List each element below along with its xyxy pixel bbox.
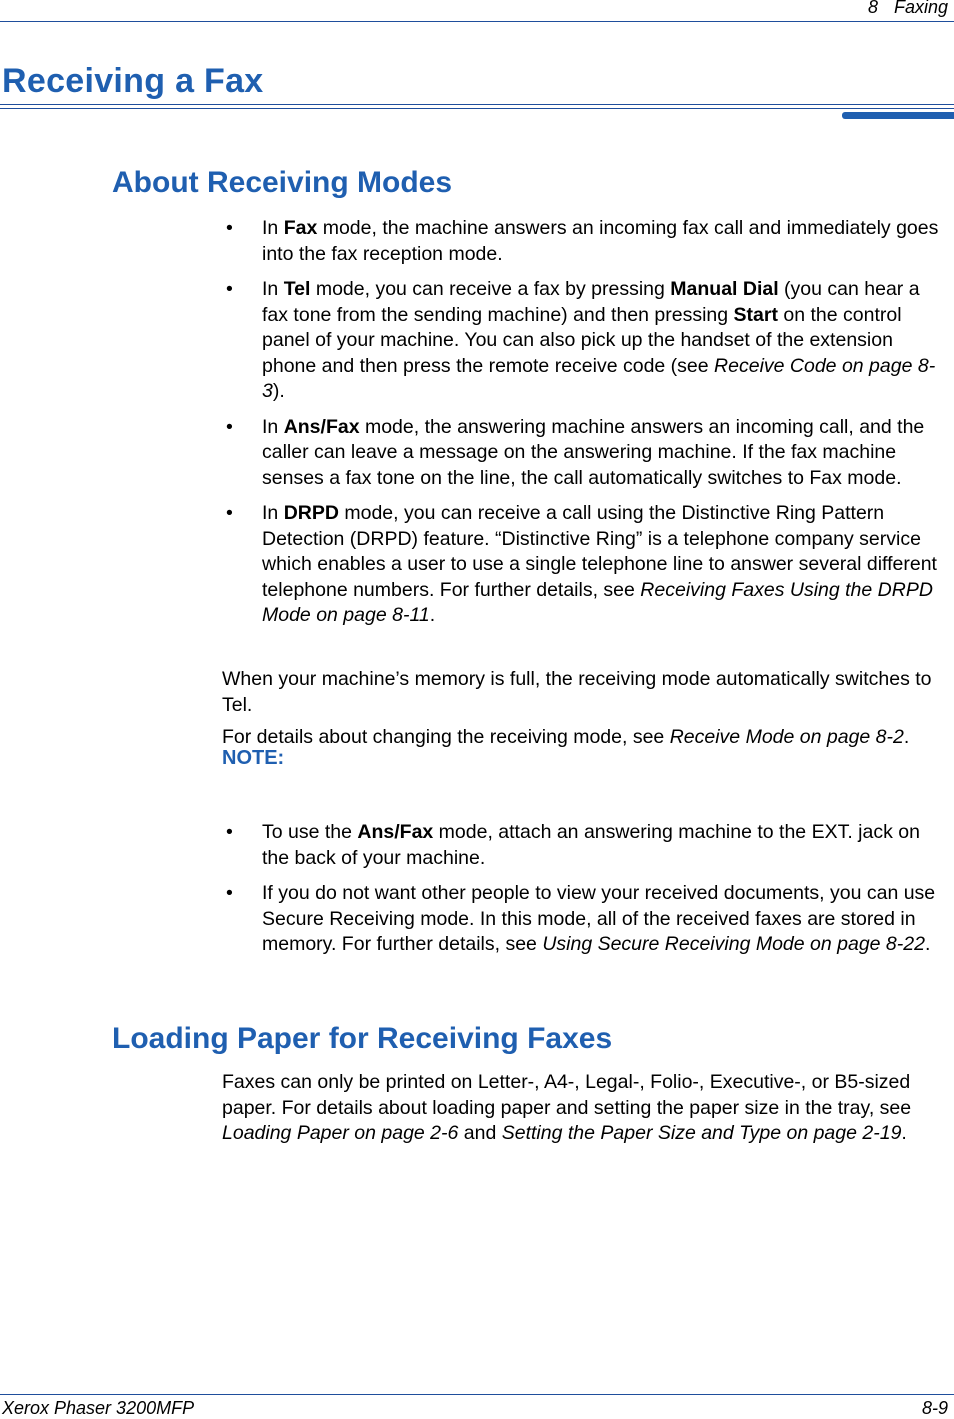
- title-rule-bottom: [0, 108, 954, 109]
- mode-name: Fax: [283, 217, 318, 239]
- bullet-icon: •: [226, 821, 233, 843]
- list-item-tel-mode: • In Tel mode, you can receive a fax by pressing Manual Dial (you can hear a fax tone from the sending machine) and then pressing Start on the control panel of your machine. You can also pick up the handset of the extension phone and then press the remote receive code (see Receive Code on page 8-3).: [226, 278, 936, 402]
- cross-reference: Receiving Faxes Using the DRPD Mode on page 8-11: [262, 578, 933, 626]
- note-list: [222, 820, 950, 968]
- title-rule-top: [0, 104, 954, 105]
- chapter-title: Faxing: [893, 0, 948, 17]
- cross-reference: Setting the Paper Size and Type on page 2-19: [501, 1122, 902, 1144]
- footer-product: Xerox Phaser 3200MFP: [2, 1398, 195, 1418]
- cross-reference: Loading Paper on page 2-6: [222, 1122, 459, 1144]
- mode-name: Ans/Fax: [283, 415, 360, 438]
- button-name-start: Start: [733, 303, 778, 326]
- list-item-fax-mode: • In Fax mode, the machine answers an incoming fax call and immediately goes into the fax reception mode.: [226, 217, 939, 265]
- cross-reference: Using Secure Receiving Mode on page 8-22: [542, 933, 925, 955]
- bullet-icon: •: [226, 217, 233, 239]
- chapter-number: 8: [867, 0, 878, 17]
- mode-name: DRPD: [283, 502, 339, 524]
- button-name-manual-dial: Manual Dial: [670, 278, 779, 300]
- cross-reference: Receive Mode on page 8-2: [669, 726, 904, 748]
- bullet-icon: •: [226, 415, 233, 438]
- header-rule: [0, 21, 954, 22]
- loading-paper-paragraph: Faxes can only be printed on Letter-, A4-, Legal-, Folio-, Executive-, or B5-sized paper. For details about loading paper and setting the paper size in the tray, see Loading Paper on page 2-6 and Setting the Paper Size and Type on page 2-19.: [222, 1071, 912, 1144]
- memory-full-paragraph: When your machine’s memory is full, the receiving mode automatically switches to Tel.: [222, 668, 932, 716]
- footer-rule: [0, 1394, 954, 1395]
- bullet-icon: •: [226, 882, 233, 904]
- note-label: NOTE:: [222, 747, 285, 769]
- mode-name: Ans/Fax: [357, 821, 434, 843]
- list-item-drpd-mode: • In DRPD mode, you can receive a call using the Distinctive Ring Pattern Detection (DRPD) feature. “Distinctive Ring” is a telephone company service which enables a user to use a single telephone line to answer several different telephone numbers. For further details, see Receiving Faxes Using the DRPD Mode on page 8-11.: [226, 502, 937, 626]
- section-heading-receiving-modes: About Receiving Modes: [112, 166, 453, 199]
- footer-page-number: 8-9: [921, 1398, 948, 1418]
- page-title: Receiving a Fax: [2, 62, 264, 100]
- list-item-ans-fax-mode: • In Ans/Fax mode, the answering machine answers an incoming call, and the caller can leave a message on the answering machine. If the fax machine senses a fax tone on the line, the call automatically switches to Fax mode.: [226, 415, 925, 489]
- title-accent-bar: [842, 112, 954, 119]
- running-header: [868, 0, 948, 18]
- section-heading-loading-paper: Loading Paper for Receiving Faxes: [112, 1022, 613, 1055]
- bullet-icon: •: [226, 278, 233, 300]
- details-paragraph: For details about changing the receiving mode, see Receive Mode on page 8-2.: [222, 726, 910, 748]
- mode-name: Tel: [283, 278, 311, 300]
- cross-reference: Receive Code on page 8-3: [262, 354, 936, 402]
- list-item-note-secure-receiving: • If you do not want other people to view your received documents, you can use Secure Receiving mode. In this mode, all of the received faxes are stored in memory. For further details, see Using Secure Receiving Mode on page 8-22.: [226, 882, 936, 955]
- bullet-icon: •: [226, 502, 233, 524]
- receiving-modes-list: [222, 216, 950, 639]
- list-item-note-ext-jack: • To use the Ans/Fax mode, attach an answering machine to the EXT. jack on the back of your machine.: [226, 821, 920, 869]
